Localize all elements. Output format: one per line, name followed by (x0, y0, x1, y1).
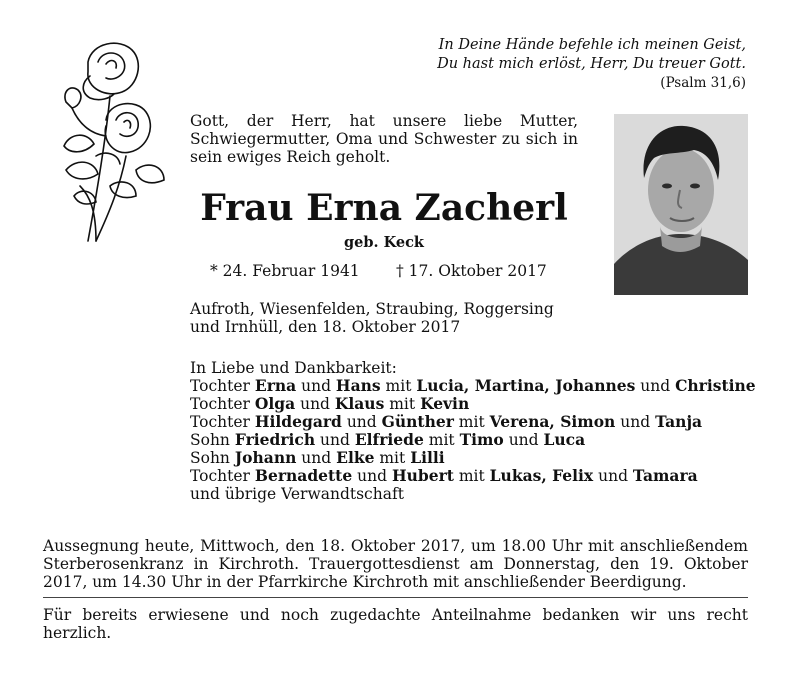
mourner-name: Friedrich (234, 430, 316, 449)
mourner-line (190, 449, 756, 467)
mourner-line (190, 395, 756, 413)
mourner-name: Erna (254, 376, 297, 395)
mourner-line (190, 413, 756, 431)
places-line-2: und Irnhüll, den 18. Oktober 2017 (190, 318, 461, 336)
portrait-photo (614, 114, 748, 295)
mourner-name: Tanja (655, 412, 703, 431)
mourner-text: und (295, 395, 335, 413)
mourner-name: Hubert (391, 466, 454, 485)
mourner-text: mit (423, 431, 460, 449)
mourner-text: mit (380, 377, 417, 395)
places-line-1: Aufroth, Wiesenfelden, Straubing, Roggersing (190, 300, 554, 318)
mourner-line (190, 485, 756, 503)
funeral-details: Aussegnung heute, Mittwoch, den 18. Oktober 2017, um 18.00 Uhr mit anschließendem Sterberosenkranz in Kirchroth. Trauergottesdienst am Donnerstag, den 19. Oktober 2017, um 14.30 Uhr in der Pfarrkirche Kirchroth mit anschließender Beerdigung. (43, 537, 748, 591)
mourners-heading: In Liebe und Dankbarkeit: (190, 359, 397, 377)
bible-verse (437, 36, 746, 93)
mourner-text: Tochter (190, 395, 255, 413)
mourner-name: Lucia, Martina, Johannes (416, 376, 636, 395)
verse-reference: (Psalm 31,6) (660, 75, 746, 91)
mourner-name: Verena, Simon (489, 412, 616, 431)
birth-name: geb. Keck (344, 234, 424, 251)
mourner-name: Timo (459, 430, 504, 449)
mourner-text: Tochter (190, 413, 255, 431)
death-date: † 17. Oktober 2017 (396, 262, 547, 280)
mourner-line (190, 431, 756, 449)
mourner-text: und (503, 431, 544, 449)
birth-date: * 24. Februar 1941 (210, 262, 360, 280)
mourner-text: Tochter (190, 467, 255, 485)
mourner-text: mit (374, 449, 411, 467)
verse-line-1: In Deine Hände befehle ich meinen Geist, (438, 37, 746, 53)
intro-text: Gott, der Herr, hat unsere liebe Mutter, Schwiegermutter, Oma und Schwester zu sich in sein ewiges Reich geholt. (190, 112, 578, 166)
mourners-list (190, 359, 756, 503)
rose-icon (40, 36, 170, 246)
mourner-text: mit (453, 467, 490, 485)
mourner-text: und (341, 413, 382, 431)
mourner-name: Bernadette (254, 466, 353, 485)
portrait-image (614, 114, 748, 295)
mourner-text: und (352, 467, 392, 485)
mourner-name: Olga (254, 394, 296, 413)
mourner-text: und (315, 431, 355, 449)
mourner-text: mit (453, 413, 490, 431)
divider (43, 597, 748, 598)
mourner-name: Günther (381, 412, 454, 431)
mourner-name: Elke (336, 448, 375, 467)
mourner-name: Hans (335, 376, 381, 395)
mourner-text: und übrige Verwandtschaft (190, 485, 404, 503)
mourner-name: Klaus (334, 394, 385, 413)
mourner-name: Elfriede (354, 430, 424, 449)
mourner-text: und (593, 467, 633, 485)
mourner-name: Luca (543, 430, 586, 449)
mourner-name: Johann (234, 448, 297, 467)
mourners-lines (190, 377, 756, 503)
mourner-line (190, 377, 756, 395)
mourner-name: Lukas, Felix (489, 466, 594, 485)
mourner-name: Christine (675, 376, 756, 395)
thanks-text: Für bereits erwiesene und noch zugedachte Anteilnahme bedanken wir uns recht herzlich. (43, 606, 748, 642)
mourner-text: Tochter (190, 377, 255, 395)
places-date (190, 300, 554, 336)
deceased-name: Frau Erna Zacherl (200, 187, 568, 229)
mourner-name: Lilli (410, 448, 445, 467)
mourner-text: und (635, 377, 676, 395)
mourner-line (190, 467, 756, 485)
mourner-text: Sohn (190, 449, 235, 467)
mourner-text: Sohn (190, 431, 235, 449)
mourner-name: Tamara (632, 466, 698, 485)
mourner-text: und (615, 413, 656, 431)
mourner-text: und (296, 377, 336, 395)
verse-line-2: Du hast mich erlöst, Herr, Du treuer Gott. (437, 56, 746, 72)
mourner-text: und (296, 449, 337, 467)
mourner-text: mit (384, 395, 421, 413)
mourner-name: Hildegard (254, 412, 342, 431)
mourner-name: Kevin (420, 394, 470, 413)
